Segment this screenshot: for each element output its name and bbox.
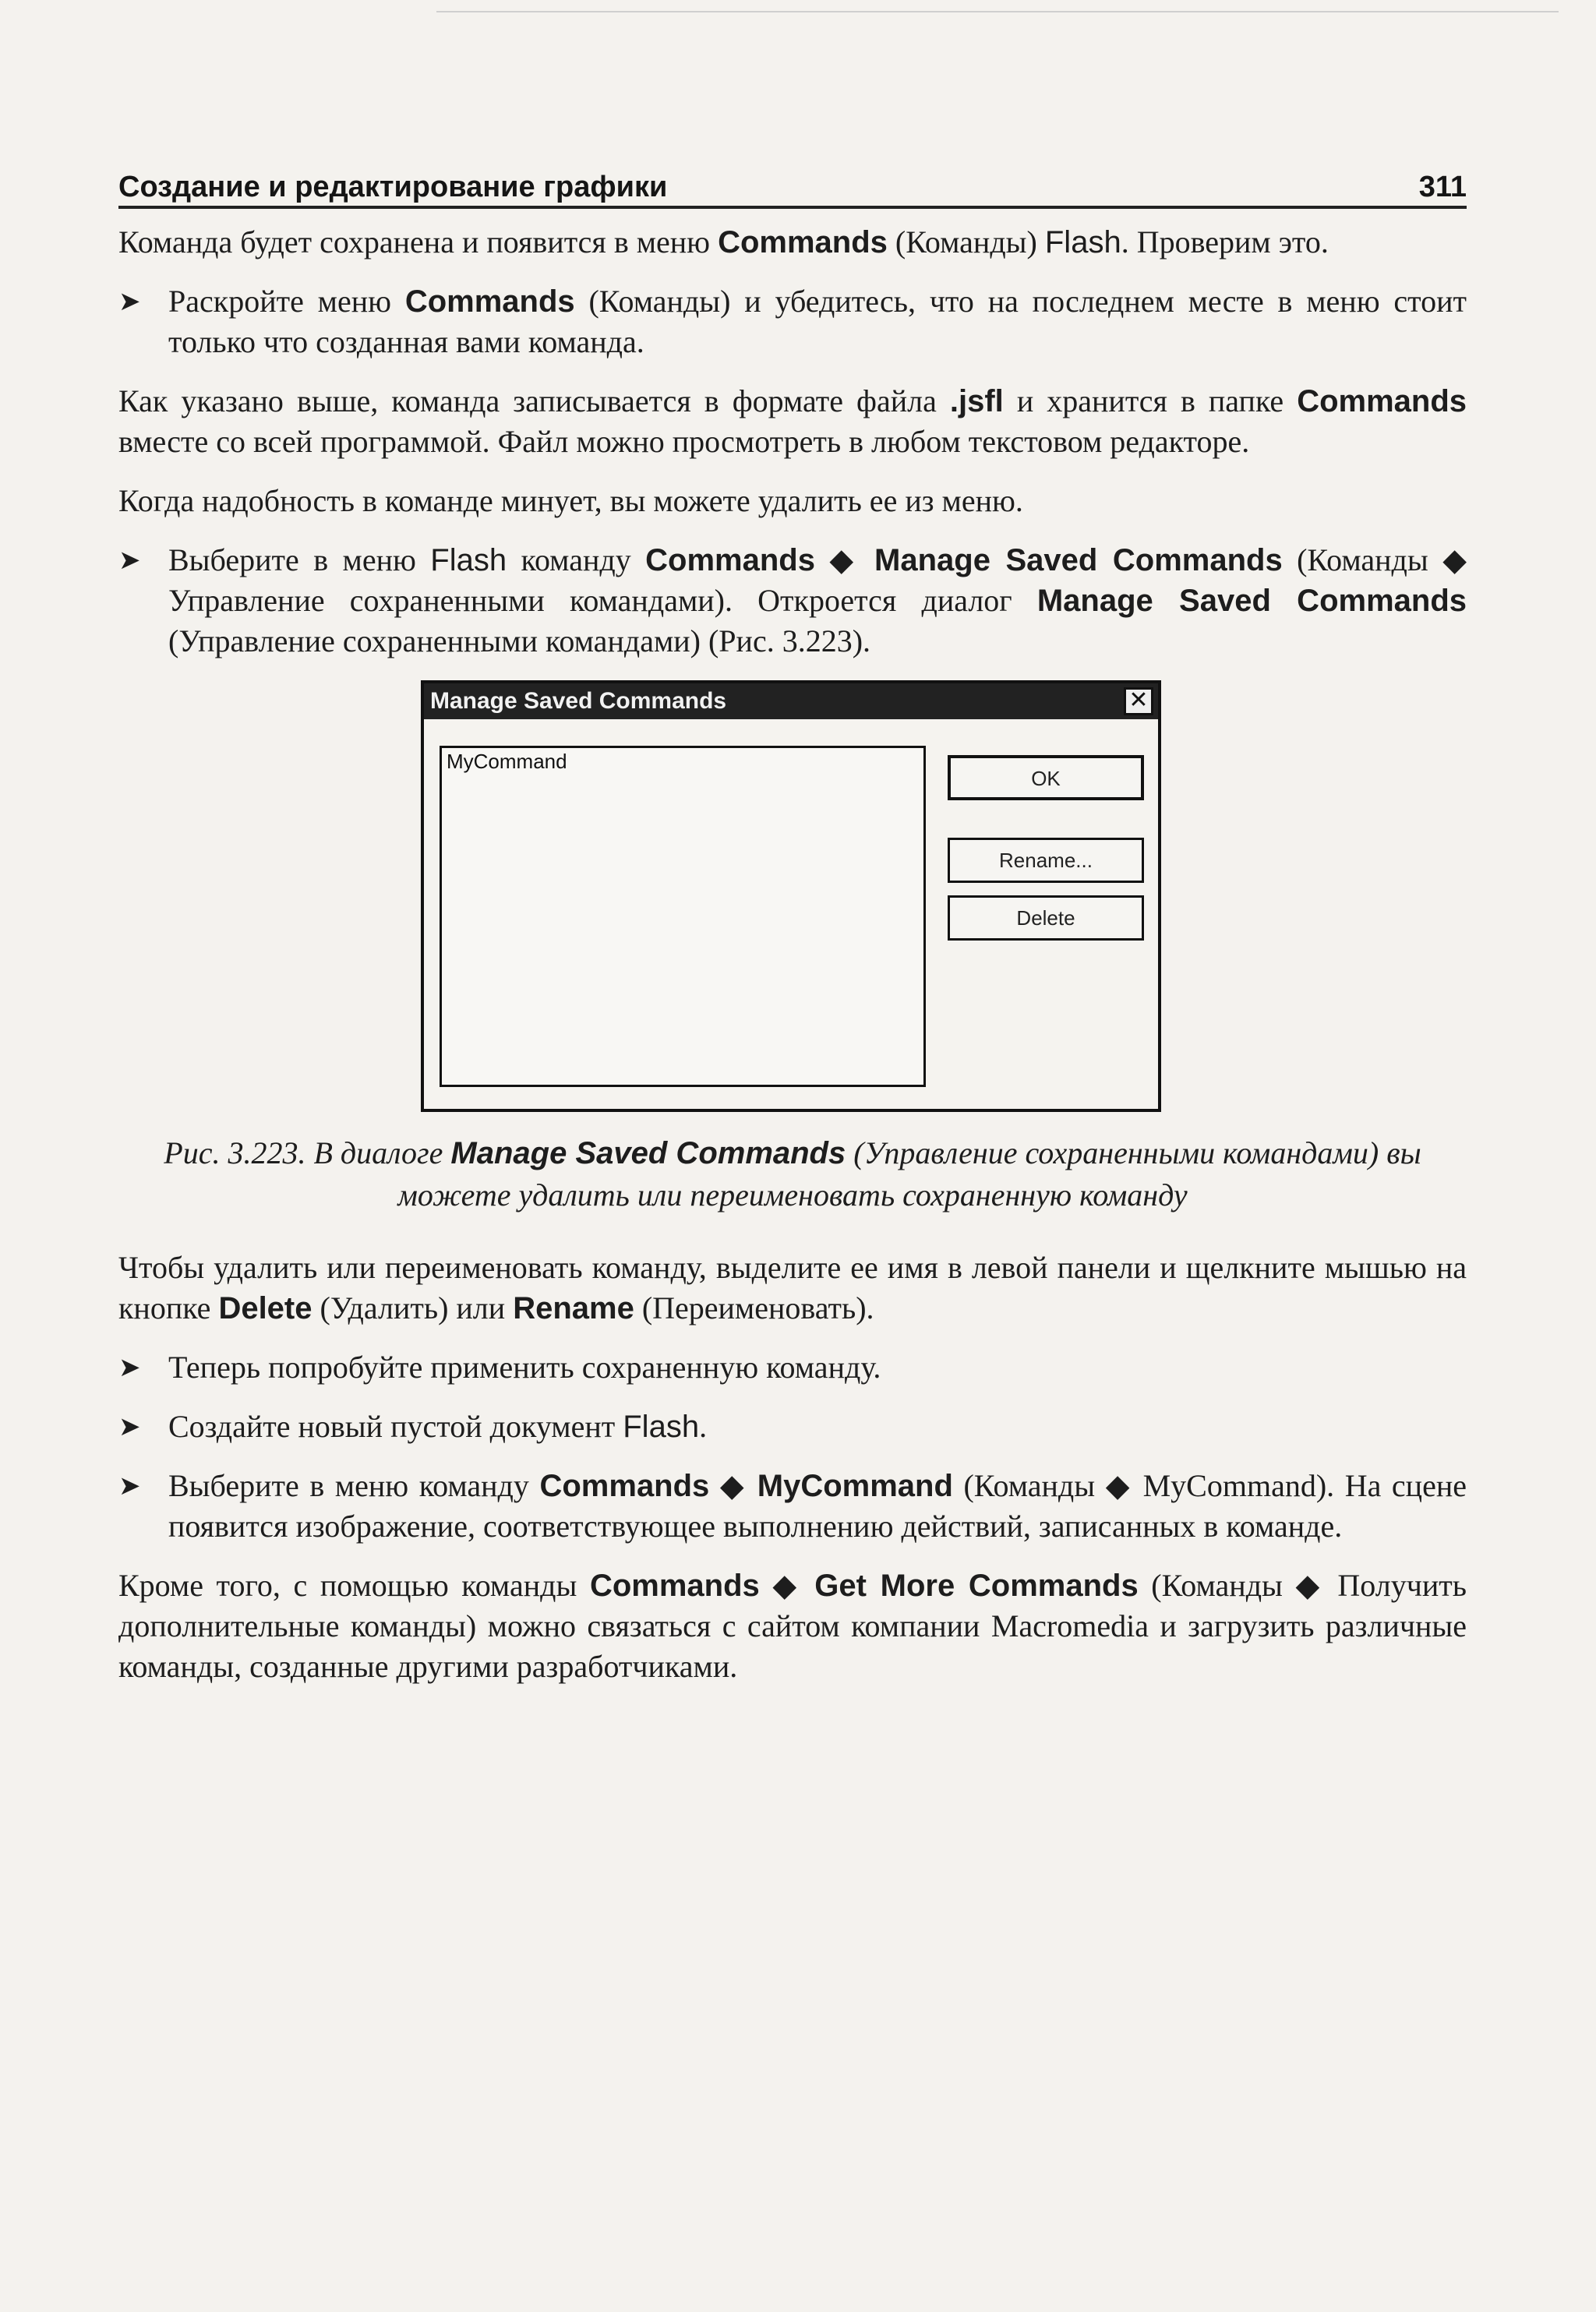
bullet-item-2: ➤ Выберите в меню Flash команду Commands ◆ Manage Saved Commands (Команды ◆ Управление сохраненными командами). Откроется диалог Manage Saved Commands (Управление сохраненными командами) (Рис. 3.223). [118, 540, 1467, 662]
close-icon[interactable]: ✕ [1124, 687, 1153, 715]
paragraph-5: Кроме того, с помощью команды Commands ◆ Get More Commands (Команды ◆ Получить дополнительные команды) можно связаться с сайтом компании Macromedia и загрузить различные команды, созданные другими разработчиками. [118, 1568, 1467, 1684]
delete-button[interactable]: Delete [948, 895, 1144, 941]
bullet-item-5: ➤ Выберите в меню команду Commands ◆ MyCommand (Команды ◆ MyCommand). На сцене появится изображение, соответствующее выполнению действий, записанных в команде. [118, 1466, 1467, 1547]
dialog-titlebar[interactable] [424, 683, 1158, 719]
page-number: 311 [1418, 171, 1467, 203]
paragraph-2: Как указано выше, команда записывается в формате файла .jsfl и хранится в папке Commands вместе со всей программой. Файл можно просмотреть в любом текстовом редакторе. [118, 383, 1467, 459]
bullet-arrow-icon: ➤ [118, 1352, 141, 1383]
page-top-rule [436, 11, 1559, 12]
commands-list[interactable] [440, 746, 926, 1087]
running-header [118, 157, 1467, 204]
paragraph-4: Чтобы удалить или переименовать команду, выделите ее имя в левой панели и щелкните мышью на кнопке Delete (Удалить) или Rename (Переименовать). [118, 1250, 1467, 1325]
header-rule [118, 206, 1467, 209]
page-body [118, 222, 1467, 1706]
bullet-arrow-icon: ➤ [118, 1411, 141, 1442]
paragraph-1: Команда будет сохранена и появится в меню Commands (Команды) Flash. Проверим это. [118, 224, 1329, 259]
ok-button[interactable]: OK [948, 755, 1144, 800]
bullet-arrow-icon: ➤ [118, 1470, 141, 1502]
bullet-item-4: ➤ Создайте новый пустой документ Flash. [118, 1407, 1467, 1447]
manage-saved-commands-dialog [421, 680, 1161, 1112]
running-header-title: Создание и редактирование графики [118, 171, 668, 203]
bullet-arrow-icon: ➤ [118, 545, 141, 576]
dialog-title: Manage Saved Commands [430, 688, 727, 714]
list-item[interactable]: MyCommand [447, 750, 567, 773]
paragraph-3: Когда надобность в команде минует, вы можете удалить ее из меню. [118, 483, 1023, 518]
bullet-arrow-icon: ➤ [118, 286, 141, 317]
bullet-item-3: ➤ Теперь попробуйте применить сохраненную команду. [118, 1347, 1467, 1388]
bullet-item-1: ➤ Раскройте меню Commands (Команды) и убедитесь, что на последнем месте в меню стоит только что созданная вами команда. [118, 281, 1467, 362]
figure-caption: Рис. 3.223. В диалоге Manage Saved Commands (Управление сохраненными командами) вы можете удалить или переименовать сохраненную команду [164, 1135, 1421, 1212]
rename-button[interactable]: Rename... [948, 838, 1144, 883]
